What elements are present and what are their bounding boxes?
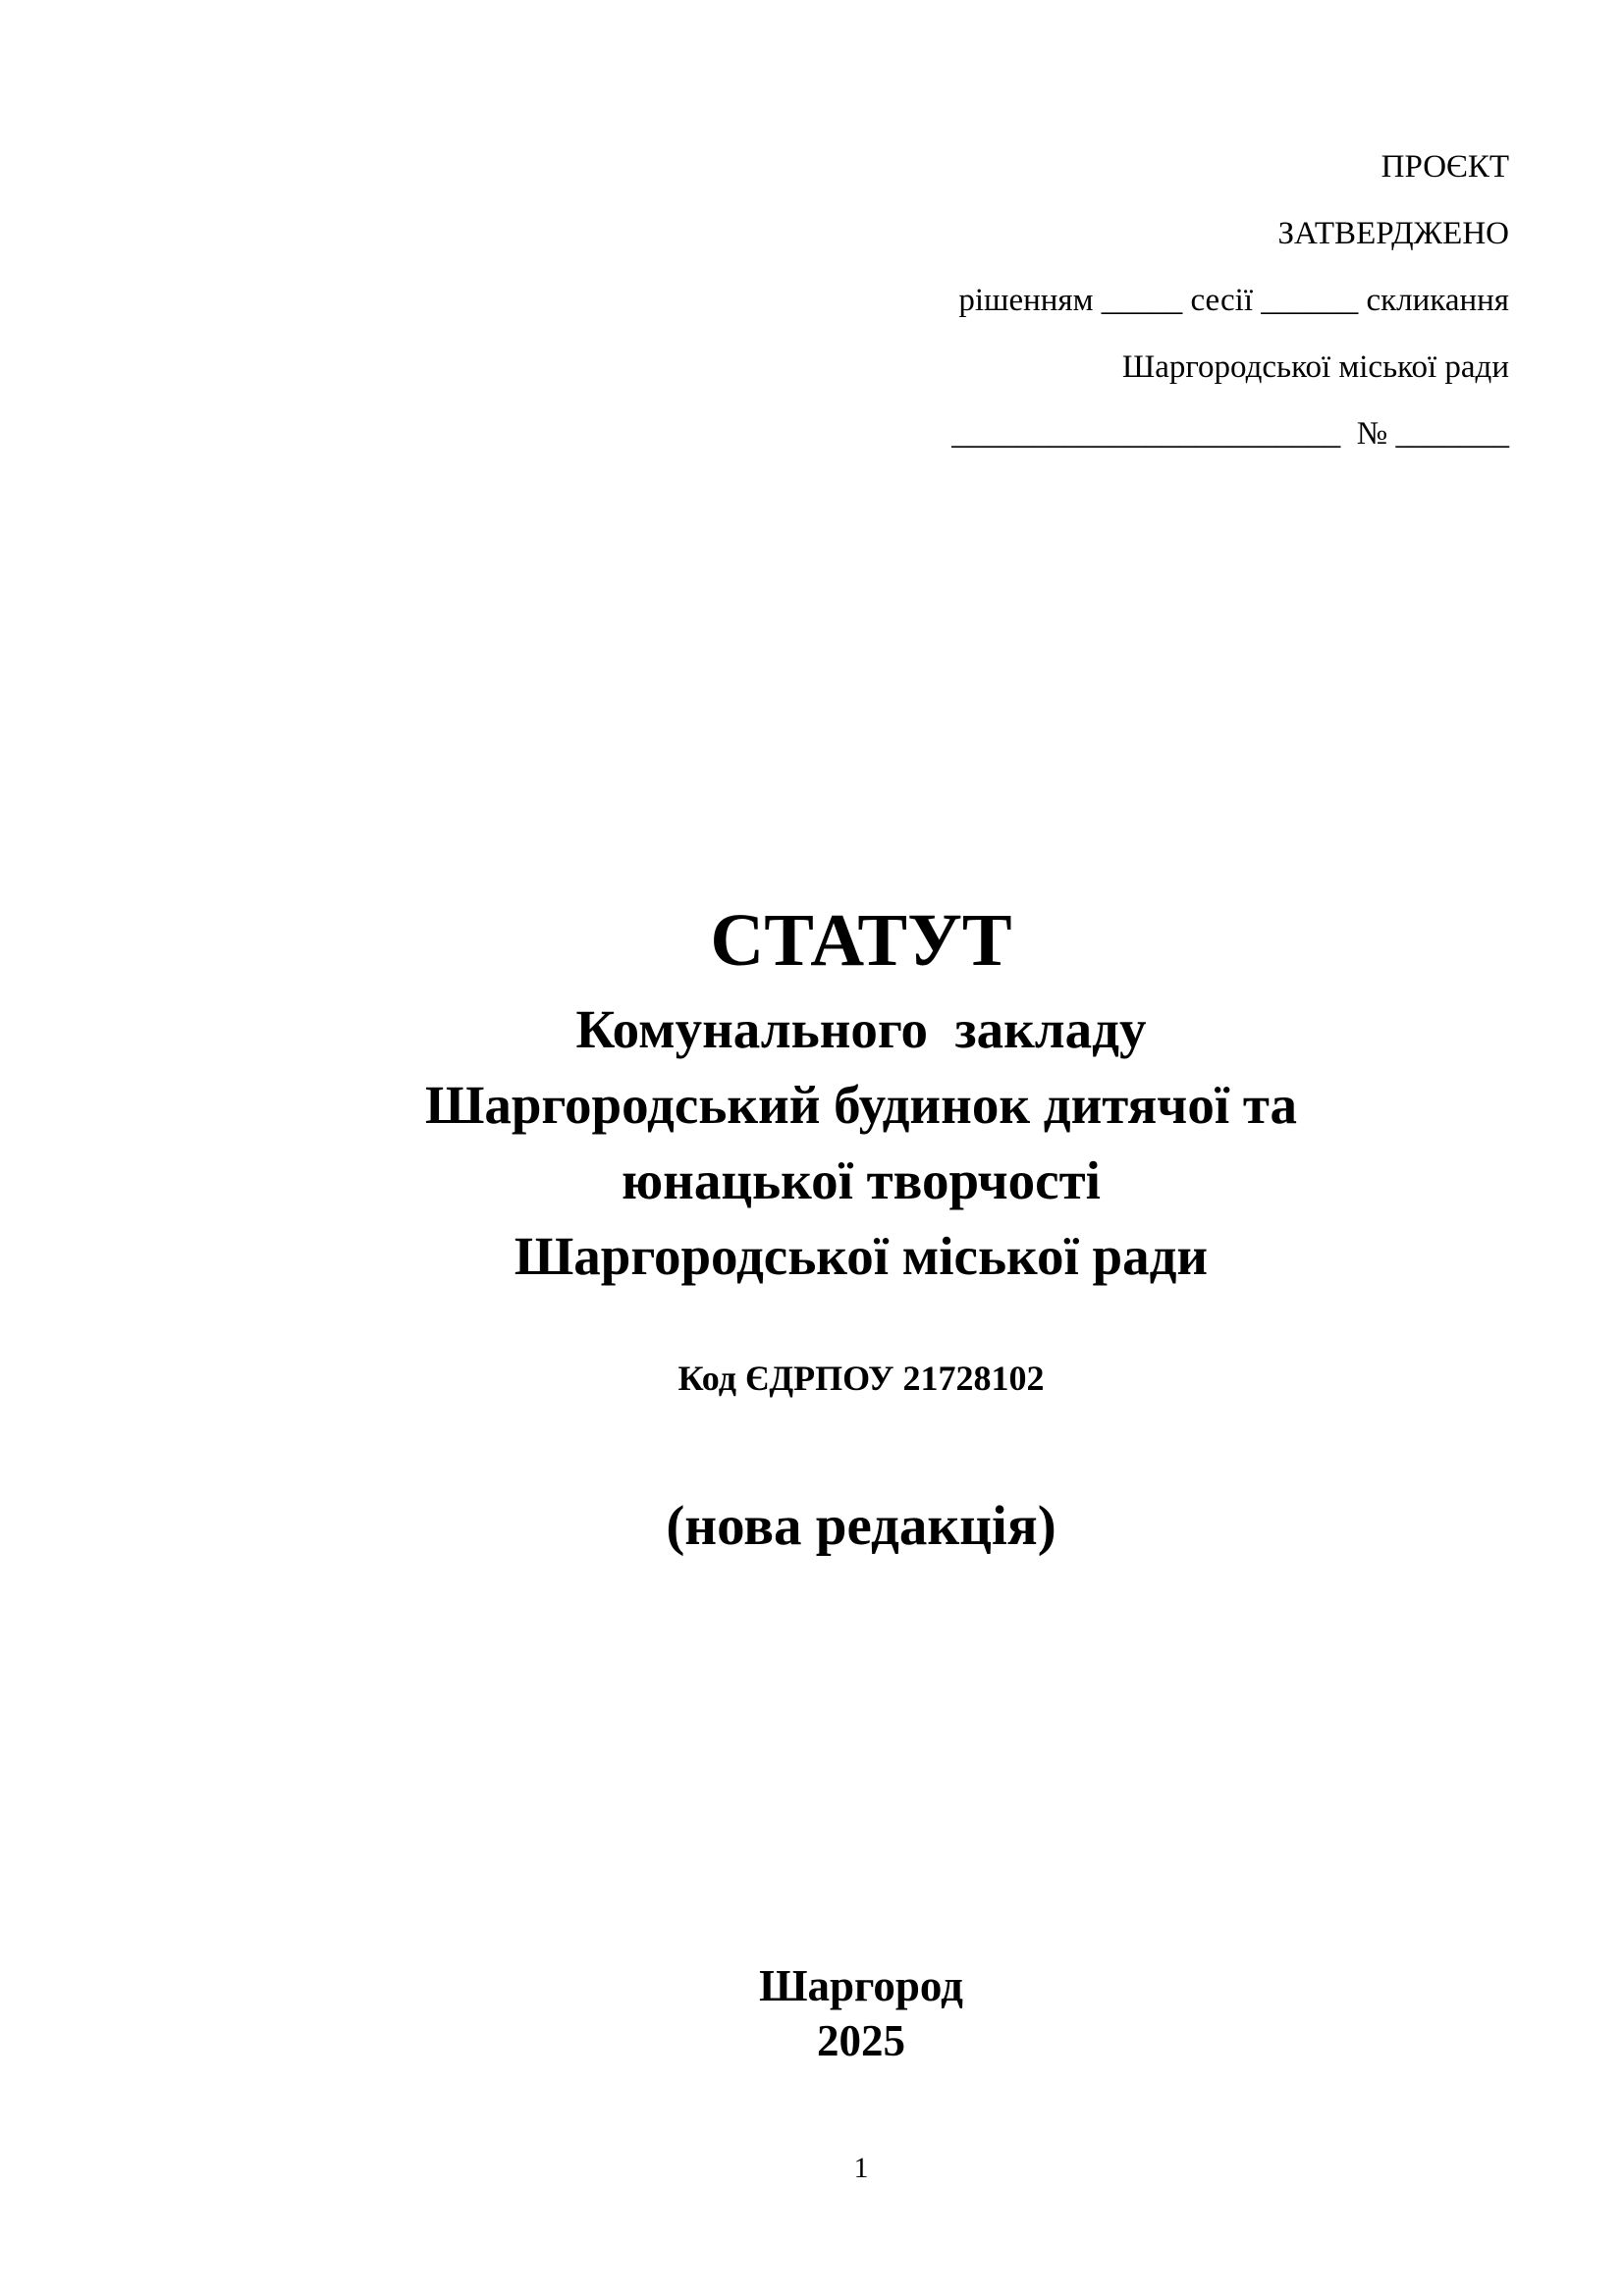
institution-name-line: юнацької творчості	[622, 1150, 1101, 1210]
project-status: ПРОЄКТ	[1380, 149, 1509, 185]
institution-name-line: Шаргородської міської ради	[514, 1226, 1209, 1286]
document-type-title: СТАТУТ	[710, 899, 1012, 982]
city-name: Шаргород	[759, 1961, 963, 2010]
institution-name-line: Комунального закладу	[575, 999, 1147, 1059]
year: 2025	[817, 2016, 905, 2065]
approval-block	[822, 149, 1509, 452]
institution-name-line: Шаргородський будинок дитячої та	[424, 1075, 1298, 1135]
approved-label: ЗАТВЕРДЖЕНО	[1277, 216, 1509, 251]
decision-line: рішенням _____ сесії ______ скликання	[958, 283, 1509, 318]
date-number-line: ________________________ № _______	[951, 416, 1509, 452]
council-name: Шаргородської міської ради	[1121, 349, 1509, 385]
edrpou-code: Код ЄДРПОУ 21728102	[677, 1359, 1045, 1398]
institution-name	[0, 991, 1624, 1294]
edition-label: (нова редакція)	[666, 1495, 1056, 1557]
page-number: 1	[853, 2152, 869, 2184]
